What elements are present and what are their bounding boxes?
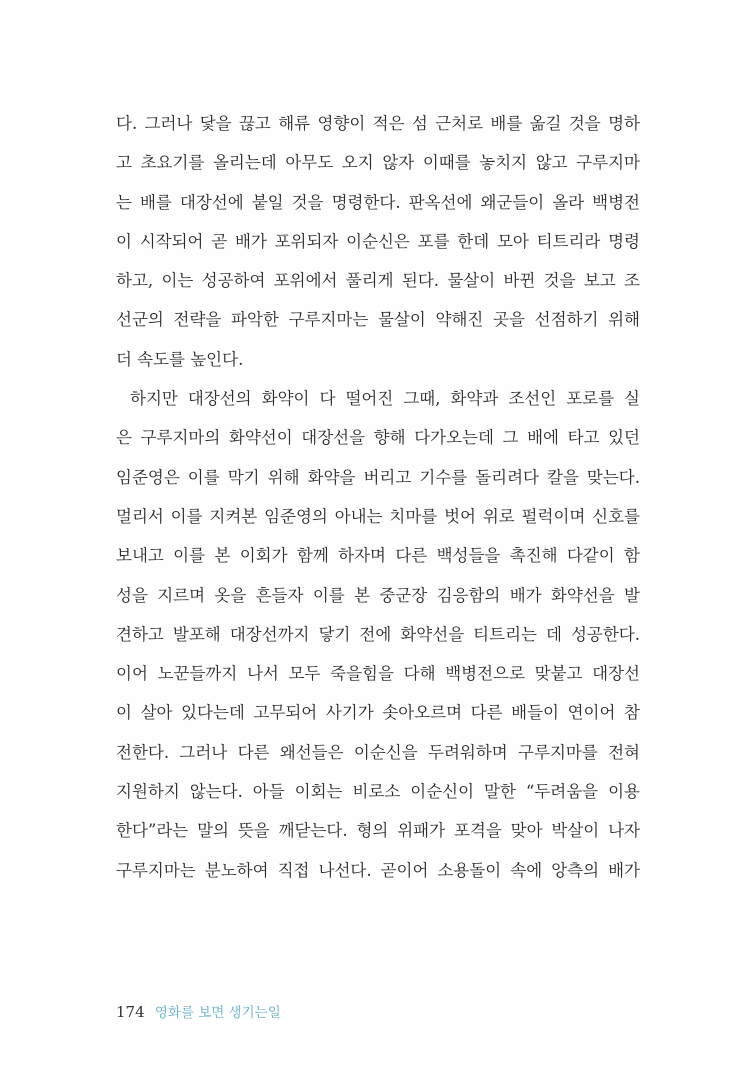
text-line: 전한다. 그러나 다른 왜선들은 이순신을 두려워하며 구루지마를 전혀 bbox=[116, 742, 640, 762]
running-title: 영화를 보면 생기는일 bbox=[154, 1005, 281, 1021]
text-line: 다. 그러나 닻을 끊고 해류 영향이 적은 섬 근처로 배를 옮길 것을 명하 bbox=[116, 114, 640, 133]
text-line: 고 초요기를 올리는데 아무도 오지 않자 이때를 놓치지 않고 구루지마 bbox=[116, 153, 640, 173]
paragraph-2 bbox=[116, 379, 640, 890]
page-number: 174 bbox=[116, 1003, 145, 1021]
text-line: 하지만 대장선의 화약이 다 떨어진 그때, 화약과 조선인 포로를 실 bbox=[130, 389, 640, 409]
text-line: 이 살아 있다는데 고무되어 사기가 솟아오르며 다른 배들이 연이어 참 bbox=[116, 703, 640, 723]
text-line: 은 구루지마의 화약선이 대장선을 향해 다가오는데 그 배에 타고 있던 bbox=[116, 428, 640, 448]
text-line: 한다”라는 말의 뜻을 깨닫는다. 형의 위패가 포격을 맞아 박살이 나자 bbox=[116, 821, 640, 841]
text-line: 성을 지르며 옷을 흔들자 이를 본 중군장 김응함의 배가 화약선을 발 bbox=[116, 585, 640, 605]
page-footer bbox=[116, 1001, 281, 1021]
text-line: 더 속도를 높인다. bbox=[116, 349, 244, 369]
text-line: 는 배를 대장선에 붙일 것을 명령한다. 판옥선에 왜군들이 올라 백병전 bbox=[116, 192, 640, 212]
paragraph-1 bbox=[116, 104, 640, 379]
text-line: 보내고 이를 본 이회가 함께 하자며 다른 백성들을 촉진해 다같이 함 bbox=[116, 546, 640, 566]
text-line: 임준영은 이를 막기 위해 화약을 버리고 기수를 돌리려다 칼을 맞는다. bbox=[116, 467, 640, 487]
text-line: 구루지마는 분노하여 직접 나선다. 곧이어 소용돌이 속에 앙측의 배가 bbox=[116, 860, 640, 880]
text-line: 지원하지 않는다. 아들 이회는 비로소 이순신이 말한 “두려움을 이용 bbox=[116, 782, 640, 802]
text-line: 멀리서 이를 지켜본 임준영의 아내는 치마를 벗어 위로 펄럭이며 신호를 bbox=[116, 506, 640, 526]
text-line: 이 시작되어 곧 배가 포위되자 이순신은 포를 한데 모아 티트리라 명령 bbox=[116, 231, 640, 251]
text-line: 견하고 발포해 대장선까지 닿기 전에 화약선을 티트리는 데 성공한다. bbox=[116, 624, 640, 644]
text-line: 하고, 이는 성공하여 포위에서 풀리게 된다. 물살이 바뀐 것을 보고 조 bbox=[116, 271, 640, 291]
body-text bbox=[116, 104, 640, 890]
text-line: 선군의 전략을 파악한 구루지마는 물살이 약해진 곳을 선점하기 위해 bbox=[116, 310, 640, 330]
text-line: 이어 노꾼들까지 나서 모두 죽을힘을 다해 백병전으로 맞붙고 대장선 bbox=[116, 664, 640, 684]
